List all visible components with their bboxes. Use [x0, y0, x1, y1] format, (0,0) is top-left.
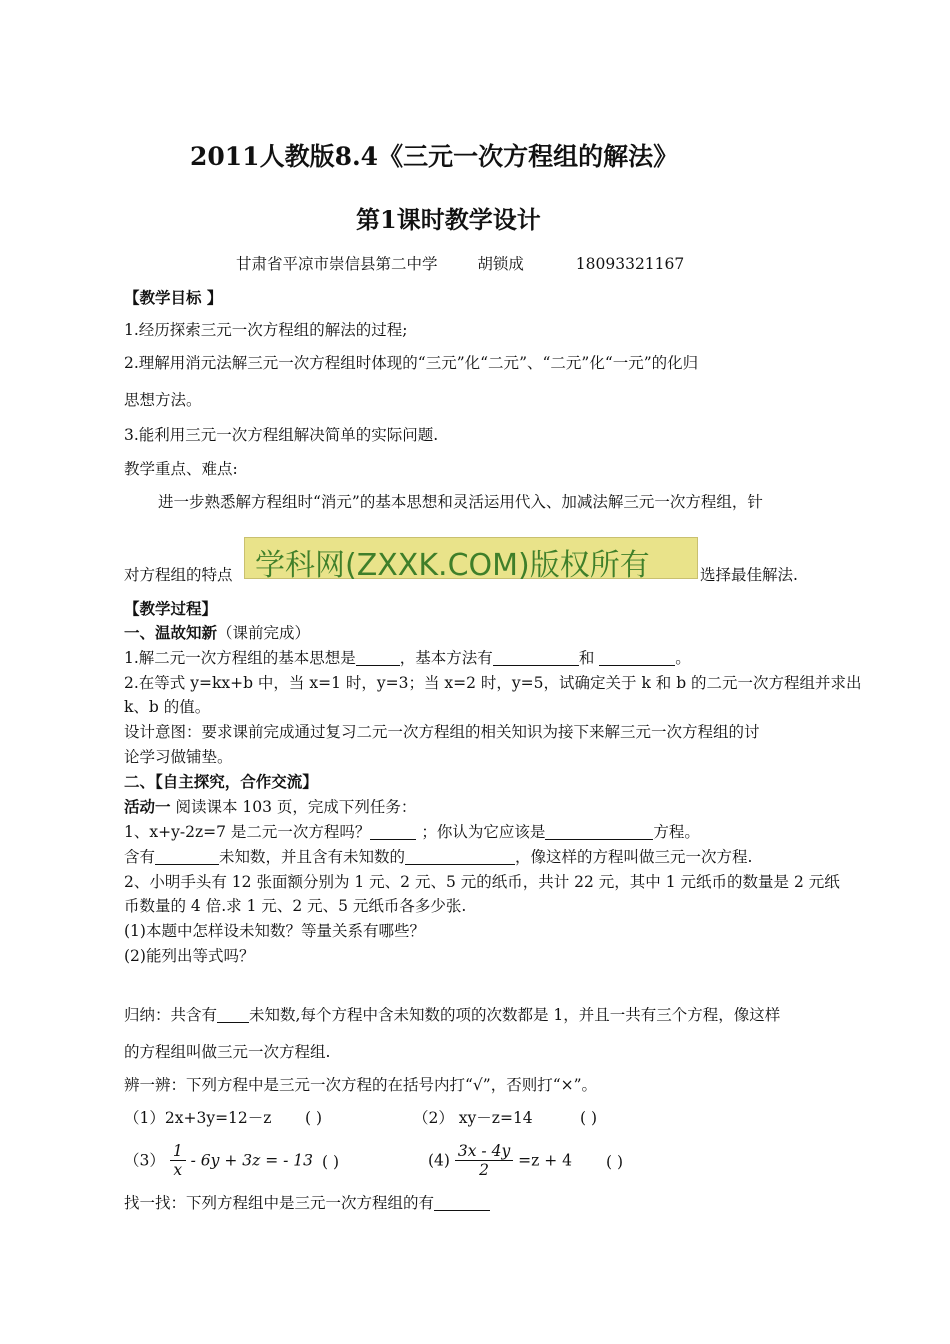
answer-blank[interactable] [370, 823, 416, 840]
equation-4-fraction [455, 1142, 513, 1179]
find-instruction [124, 1193, 490, 1213]
question-1-text-c: 和 [578, 649, 600, 667]
task-1-text-e: 未知数，并且含有未知数的 [219, 848, 406, 866]
author-line [236, 254, 684, 274]
goal-3: 3.能利用三元一次方程组解决简单的实际问题. [124, 426, 439, 444]
answer-blank[interactable] [545, 823, 653, 840]
task-2-line2: 币数量的 4 倍.求 1 元、2 元、5 元纸币各多少张. [124, 897, 467, 915]
activity-1-text: 阅读课本 103 页，完成下列任务： [170, 798, 417, 816]
author-name: 胡锁成 [477, 255, 524, 273]
judge-instruction: 辨一辨：下列方程中是三元一次方程的在括号内打“√”，否则打“×”。 [124, 1076, 598, 1094]
find-text: 找一找：下列方程组中是三元一次方程组的有 [124, 1194, 435, 1212]
watermark-banner [244, 537, 698, 583]
equation-3-label: （3） [124, 1151, 165, 1170]
keypoints-line2a: 对方程组的特点 [124, 566, 233, 584]
equation-4 [428, 1142, 572, 1179]
fraction-numerator: 1 [170, 1142, 186, 1161]
section-2-heading: 二、【自主探究，合作交流】 [124, 772, 318, 791]
process-heading: 【教学过程】 [124, 599, 218, 618]
answer-blank[interactable] [434, 1194, 490, 1211]
equation-4-paren[interactable]: ( ) [606, 1153, 624, 1171]
equation-1: （1）2x+3y=12－z [124, 1109, 272, 1127]
design-intent-line1: 设计意图：要求课前完成通过复习二元一次方程组的相关知识为接下来解三元一次方程组的讨 [124, 723, 760, 741]
fraction-numerator: 3x - 4y [455, 1142, 513, 1161]
question-2-line1: 2.在等式 y=kx+b 中，当 x=1 时，y=3；当 x=2 时，y=5，试确定关于 k 和 b 的二元一次方程组并求出 [124, 674, 862, 692]
author-school: 甘肃省平凉市崇信县第二中学 [236, 255, 438, 273]
question-1-text-a: 1.解二元一次方程组的基本思想是 [124, 649, 356, 667]
task-1-text-a: 1、x+y-2z=7 是二元一次方程吗？ [124, 823, 371, 841]
keypoints-heading: 教学重点、难点: [124, 460, 238, 478]
answer-blank[interactable] [217, 1006, 249, 1023]
question-1-text-b: ，基本方法有 [399, 649, 493, 667]
keypoints-line2b: 选择最佳解法. [700, 566, 798, 584]
fraction-denominator: x [173, 1161, 183, 1179]
author-phone: 18093321167 [575, 255, 685, 273]
summary-text-b: 未知数,每个方程中含未知数的项的次数都是 1，并且一共有三个方程，像这样 [249, 1006, 781, 1024]
question-1-text-d: 。 [675, 649, 691, 667]
task-1-line2 [124, 847, 752, 867]
document-subtitle: 第1课时教学设计 [356, 205, 541, 234]
answer-blank[interactable] [405, 848, 515, 865]
task-1-text-f: ，像这样的方程叫做三元一次方程. [515, 848, 753, 866]
goals-heading: 【教学目标 】 [124, 288, 223, 307]
summary-line2: 的方程组叫做三元一次方程组. [124, 1043, 331, 1061]
equation-2: （2） xy－z=14 [413, 1109, 533, 1127]
document-title: 2011人教版8.4《三元一次方程组的解法》 [190, 142, 679, 171]
activity-1 [124, 797, 416, 817]
task-1-line1 [124, 822, 700, 842]
design-intent-line2: 论学习做铺垫。 [124, 748, 233, 766]
section-1-note: （课前完成） [217, 624, 311, 642]
goal-2-line1: 2.理解用消元法解三元一次方程组时体现的“三元”化“二元”、“二元”化“一元”的化归 [124, 354, 699, 372]
keypoints-line1: 进一步熟悉解方程组时“消元”的基本思想和灵活运用代入、加减法解三元一次方程组，针 [158, 493, 763, 511]
section-1-heading [124, 623, 310, 643]
equation-2-paren[interactable]: ( ) [580, 1109, 598, 1127]
equation-3-paren[interactable]: ( ) [322, 1153, 340, 1171]
goal-2-line2: 思想方法。 [124, 391, 202, 409]
question-1 [124, 648, 691, 668]
summary-line1 [124, 1005, 780, 1025]
question-2-line2: k、b 的值。 [124, 698, 211, 716]
equation-3 [124, 1142, 313, 1179]
equation-3-rest: - 6y + 3z = - 13 [190, 1151, 314, 1170]
answer-blank[interactable] [356, 649, 400, 666]
fraction-denominator: 2 [479, 1161, 489, 1179]
equation-4-label: (4) [428, 1151, 450, 1170]
watermark-text: 学科网(ZXXK.COM)版权所有 [255, 548, 650, 583]
summary-text-a: 归纳：共含有 [124, 1006, 218, 1024]
task-1-text-b: ；你认为它应该是 [416, 823, 546, 841]
task-2-q2: (2)能列出等式吗？ [124, 947, 255, 965]
task-2-q1: (1)本题中怎样设未知数？等量关系有哪些？ [124, 922, 425, 940]
task-2-line1: 2、小明手头有 12 张面额分别为 1 元、2 元、5 元的纸币，共计 22 元，其中 1 元纸币的数量是 2 元纸 [124, 873, 840, 891]
equation-3-fraction [170, 1142, 186, 1179]
answer-blank[interactable] [599, 649, 675, 666]
task-1-text-c: 方程。 [653, 823, 700, 841]
equation-1-paren[interactable]: ( ) [305, 1109, 323, 1127]
section-1-title: 一、温故知新 [124, 623, 218, 642]
answer-blank[interactable] [493, 649, 579, 666]
activity-1-title: 活动一 [124, 797, 171, 816]
task-1-text-d: 含有 [124, 848, 156, 866]
answer-blank[interactable] [155, 848, 219, 865]
equation-4-rest: =z + 4 [518, 1151, 573, 1170]
goal-1: 1.经历探索三元一次方程组的解法的过程; [124, 321, 408, 339]
